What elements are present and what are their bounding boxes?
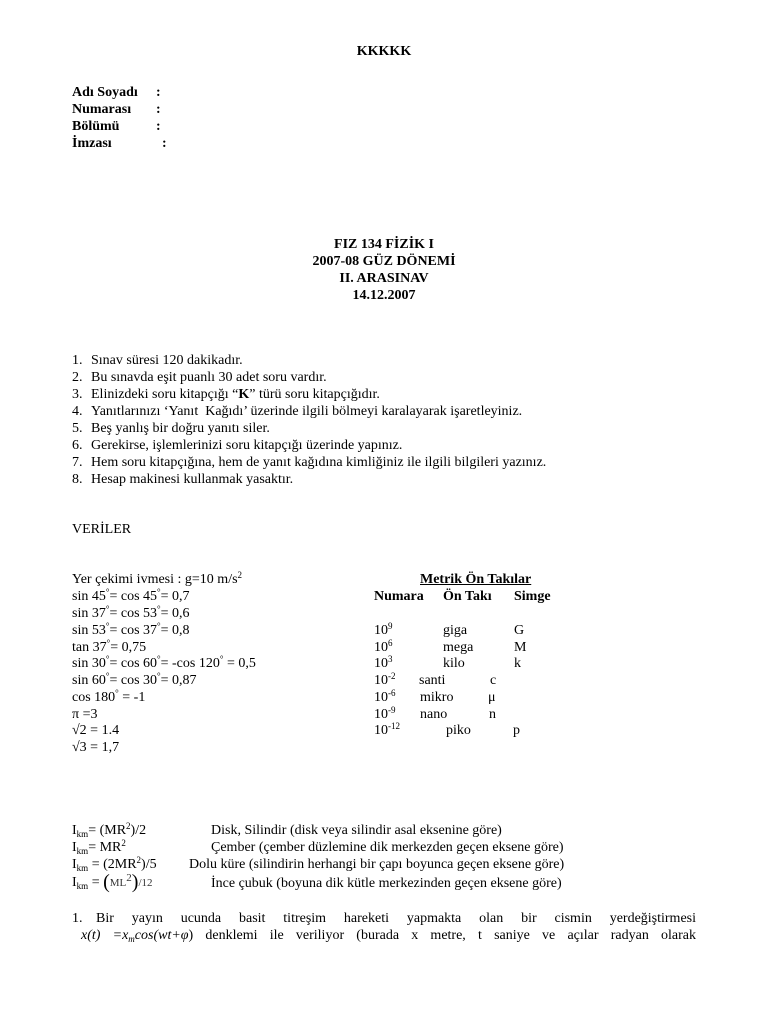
inertia-formula-ring: $I_{km}= MR^2$ (72, 838, 126, 856)
gravity-constant: Yer çekimi ivmesi : g=10 $m/s^2$ (72, 570, 243, 587)
data-heading: VERİLER (72, 522, 132, 537)
question-number: 1. (72, 911, 83, 926)
number-field: Numarası : (72, 102, 161, 117)
booklet-code: KKKKK (356, 44, 412, 59)
pi-constant: π =3 (72, 707, 98, 722)
course-title: FIZ 134 FİZİK I (334, 237, 434, 252)
constant-row: sin 53°= cos 37°= 0,8 (72, 621, 190, 638)
metric-prefix: piko (446, 723, 471, 738)
inertia-desc-ring: Çember (çember düzlemine dik merkezden geçen eksene göre) (211, 840, 564, 855)
list-item: 1. Sınav süresi 120 dakikadır. (72, 353, 243, 368)
list-item: 2. Bu sınavda eşit puanlı 30 adet soru vardır. (72, 370, 327, 385)
department-label: Bölümü (72, 119, 120, 134)
signature-label: İmzası (72, 136, 112, 151)
number-label: Numarası (72, 102, 132, 117)
metric-header-number: Numara (374, 589, 424, 604)
sqrt3-constant: √3 = 1,7 (72, 740, 120, 755)
table-row: $10^6$ (374, 638, 393, 655)
metric-symbol: G (514, 623, 525, 638)
metric-header-prefix: Ön Takı (443, 589, 492, 604)
list-item: 4. Yanıtlarınızı ‘Yanıt Kağıdı’ üzerinde ilgili bölmeyi karalayarak işaretleyiniz. (72, 404, 523, 419)
inertia-desc-rod: İnce çubuk (boyuna dik kütle merkezinden geçen eksene göre) (211, 876, 562, 891)
inertia-formula-sphere: $I_{km} = (2MR^2)/5$ (72, 855, 157, 873)
inertia-desc-sphere: Dolu küre (silindirin herhangi bir çapı boyunca geçen eksene göre) (189, 857, 565, 872)
constant-row: cos 180° = -1 (72, 688, 146, 705)
table-row: $10^3$ (374, 654, 393, 671)
list-item: 7. Hem soru kitapçığına, hem de yanıt kağıdına kimliğiniz ile ilgili bilgileri yazınız. (72, 455, 547, 470)
constant-row: sin 37°= cos 53°= 0,6 (72, 604, 190, 621)
constant-row: tan 37°= 0,75 (72, 638, 147, 655)
inertia-formula-disk: $I_{km}= (MR^2)/2$ (72, 821, 147, 839)
metric-symbol: c (490, 673, 497, 688)
name-field: Adı Soyadı : (72, 85, 161, 100)
metric-symbol: μ (488, 690, 496, 705)
question-text-line1: Bir yayın ucunda basit titreşim hareketi yapmakta olan bir cismin yerdeğiştirmesi (96, 911, 696, 926)
metric-header-symbol: Simge (514, 589, 551, 604)
metric-prefix: giga (443, 623, 468, 638)
metric-table-title: Metrik Ön Takılar (420, 572, 532, 587)
constant-row: sin 60°= cos 30°= 0,87 (72, 671, 197, 688)
exam-name: II. ARASINAV (339, 271, 429, 286)
metric-prefix: nano (420, 707, 448, 722)
table-row: $10^{-2}$ (374, 671, 396, 688)
metric-symbol: k (514, 656, 521, 671)
name-label: Adı Soyadı (72, 85, 138, 100)
metric-symbol: M (514, 640, 527, 655)
list-item: 3. Elinizdeki soru kitapçığı “K” türü soru kitapçığıdır. (72, 387, 380, 402)
exam-term: 2007-08 GÜZ DÖNEMİ (312, 254, 456, 269)
inertia-formula-rod: $I_{km} = (ML^2)/12$ (72, 871, 153, 893)
metric-prefix: mega (443, 640, 474, 655)
metric-prefix: kilo (443, 656, 465, 671)
constant-row: sin 30°= cos 60°= -cos 120° = 0,5 (72, 654, 256, 671)
list-item: 8. Hesap makinesi kullanmak yasaktır. (72, 472, 294, 487)
department-field: Bölümü : (72, 119, 161, 134)
list-item: 6. Gerekirse, işlemlerinizi soru kitapçığı üzerinde yapınız. (72, 438, 403, 453)
constant-row: sin 45°= cos 45°= 0,7 (72, 587, 190, 604)
sqrt2-constant: √2 = 1.4 (72, 723, 120, 738)
metric-prefix: mikro (420, 690, 454, 705)
table-row: $10^{-9}$ (374, 705, 396, 722)
metric-symbol: n (489, 707, 496, 722)
table-row: $10^9$ (374, 621, 393, 638)
signature-field: İmzası : (72, 136, 167, 151)
table-row: $10^{-6}$ (374, 688, 396, 705)
list-item: 5. Beş yanlış bir doğru yanıtı siler. (72, 421, 270, 436)
metric-prefix: santi (419, 673, 446, 688)
metric-symbol: p (513, 723, 520, 738)
exam-date: 14.12.2007 (352, 288, 416, 303)
inertia-desc-disk: Disk, Silindir (disk veya silindir asal eksenine göre) (211, 823, 502, 838)
question-text-line2: $x(t) =x_m\cos(wt+\varphi)$ denklemi ile veriliyor (burada x metre, t saniye ve açılar radyan olarak (81, 928, 696, 944)
table-row: $10^{-12}$ (374, 721, 400, 738)
